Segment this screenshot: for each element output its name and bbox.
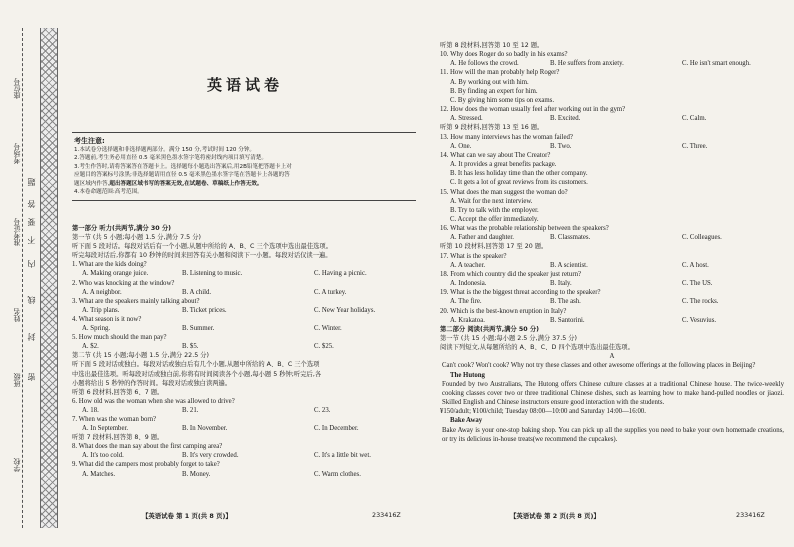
- section-instructions: 小题将给出 5 秒钟的作答时间。每段对话或独白读两遍。: [72, 379, 232, 387]
- option-a: A. In September.: [82, 425, 129, 433]
- material-heading: 听第 10 段材料,回答第 17 至 20 题。: [440, 243, 548, 251]
- passage-price-line: ¥150/adult; ¥100/child; Tuesday 08:00—10:00 and Saturday 14:00—16:00.: [440, 408, 646, 416]
- question-18: [440, 270, 784, 288]
- options: [440, 316, 784, 325]
- question-text: 11. How will the man probably help Roger?: [440, 69, 560, 77]
- option-a: A. Matches.: [82, 470, 116, 478]
- question-text: 13. How many interviews has the woman failed?: [440, 133, 573, 141]
- option-c: C. The rocks.: [682, 298, 719, 306]
- part-heading: 第二部分 阅读(共两节,满分 50 分): [440, 325, 540, 333]
- question-text: 1. What are the kids doing?: [72, 261, 147, 269]
- question-text: 6. How old was the woman when she was allowed to drive?: [72, 397, 235, 405]
- footer-label: 【英语试卷 第 2 页(共 8 页)】: [510, 512, 600, 520]
- notice-line-text: 题区域内作答,: [74, 180, 110, 187]
- section-heading: 第一节 (共 15 小题;每小题 2.5 分,满分 37.5 分): [440, 335, 577, 342]
- page-1: [72, 36, 418, 526]
- option-b: B. Two.: [550, 142, 572, 150]
- seal-char: 题: [27, 178, 36, 186]
- section-heading: 第二节 (共 15 小题;每小题 1.5 分,满分 22.5 分): [72, 352, 209, 360]
- exam-number-label: 准考证号: [13, 218, 21, 246]
- material-heading: 听第 8 段材料,回答第 10 至 12 题。: [440, 42, 544, 49]
- material-heading: 听第 9 段材料,回答第 13 至 16 题。: [440, 124, 544, 132]
- section-instructions: 中选出最佳选项。听每段对话或独白前,你将有时间阅读各个小题,每小题 5 秒钟;听完后,各: [72, 370, 322, 378]
- options: [440, 142, 784, 151]
- option-a: A. $2.: [82, 343, 99, 351]
- option-c: C. By giving him some tips on exams.: [450, 96, 555, 104]
- option-a: A. It provides a great benefits package.: [450, 161, 557, 169]
- notice-line: 应题目的答案标号涂黑;非选择题请用直径 0.5 毫米黑色墨水签字笔在答题卡上各题的答: [74, 172, 290, 179]
- options: [440, 59, 784, 68]
- question-12: [440, 105, 784, 123]
- option-b: B. Classmates.: [550, 234, 591, 242]
- passage-subheading: Bake Away: [450, 417, 483, 425]
- option-a: A. Wait for the next interview.: [450, 197, 533, 205]
- option-b: B. A scientist.: [550, 261, 588, 269]
- question-14: [440, 151, 784, 188]
- option-a: A. Indonesia.: [450, 280, 487, 288]
- options: [72, 324, 416, 333]
- option-b: B. Listening to music.: [182, 270, 243, 278]
- seal-char: 封: [27, 333, 36, 341]
- listening-section-left: [72, 224, 416, 479]
- question-text: 15. What does the man suggest the woman do?: [440, 188, 568, 196]
- binding-dashed-line: [22, 28, 23, 528]
- options: [440, 233, 784, 242]
- option-b: B. Ticket prices.: [182, 306, 227, 314]
- options: [72, 470, 416, 479]
- question-text: 3. What are the speakers mainly talking about?: [72, 297, 200, 305]
- notice-line: [74, 180, 414, 188]
- options: [440, 261, 784, 270]
- question-7: [72, 415, 416, 433]
- notice-line: 2.答题前,考生务必用直径 0.5 毫米黑色墨水签字笔将密封线内项目填写清楚。: [74, 155, 267, 162]
- option-c: C. Winter.: [314, 325, 342, 333]
- options: [440, 297, 784, 306]
- question-text: 5. How much should the man pay?: [72, 334, 167, 342]
- part-heading: 第一部分 听力(共两节,满分 30 分): [72, 225, 172, 232]
- binding-strip: [0, 28, 58, 528]
- question-20: [440, 307, 784, 325]
- option-c: C. It gets a lot of great reviews from its customers.: [450, 179, 588, 187]
- question-text: 19. What is the the biggest threat according to the speaker?: [440, 289, 601, 297]
- question-9: [72, 460, 416, 478]
- options: [72, 288, 416, 297]
- option-b: B. The ash.: [550, 298, 581, 306]
- option-c: C. Colleagues.: [682, 234, 722, 242]
- option-c: C. He isn't smart enough.: [682, 60, 751, 68]
- option-a: A. Trip plans.: [82, 306, 120, 314]
- option-a: A. He follows the crowd.: [450, 60, 519, 68]
- option-b: B. Excited.: [550, 115, 581, 123]
- option-b: B. Santorini.: [550, 316, 585, 324]
- question-16: [440, 224, 784, 242]
- question-text: 2. Who was knocking at the window?: [72, 279, 175, 287]
- option-b: B. Italy.: [550, 280, 572, 288]
- option-b: B. Try to talk with the employer.: [450, 206, 539, 214]
- question-text: 20. Which is the best-known eruption in Italy?: [440, 307, 567, 315]
- option-c: C. Three.: [682, 142, 708, 150]
- option-c: C. A host.: [682, 261, 709, 269]
- notice-title: 考生注意:: [74, 137, 105, 145]
- notice-emphasis: 超出答题区域书写的答案无效,在试题卷、草稿纸上作答无效。: [109, 180, 263, 187]
- question-6: [72, 397, 416, 415]
- options: [72, 424, 416, 433]
- listening-reading-section-right: [440, 41, 784, 444]
- option-a: A. Father and daughter.: [450, 234, 514, 242]
- option-c: C. Calm.: [682, 115, 707, 123]
- option-c: C. Accept the offer immediately.: [450, 215, 539, 223]
- option-a: A. Stressed.: [450, 115, 483, 123]
- question-text: 10. Why does Roger do so badly in his exams?: [440, 51, 568, 59]
- option-c: C. 23.: [314, 406, 331, 414]
- option-a: A. Spring.: [82, 325, 111, 333]
- options: [72, 269, 416, 278]
- question-text: 16. What was the probable relationship between the speakers?: [440, 225, 609, 233]
- seal-char: 要: [27, 218, 36, 226]
- seal-char: 内: [27, 260, 36, 268]
- option-b: B. A child.: [182, 288, 212, 296]
- school-label: 学校: [13, 458, 21, 472]
- notice-line: 1.本试卷分选择题和非选择题两部分。满分 150 分,考试时间 120 分钟。: [74, 147, 256, 153]
- page-footer: [510, 511, 600, 520]
- page-title: 英语试卷: [206, 76, 283, 94]
- footer-label: 【英语试卷 第 1 页(共 8 页)】: [142, 512, 232, 520]
- option-b: B. By finding an expert for him.: [450, 87, 538, 95]
- question-2: [72, 279, 416, 297]
- page-footer: [142, 511, 232, 520]
- section-instructions: 阅读下列短文,从每题所给的 A、B、C、D 四个选项中选出最佳选项。: [440, 344, 634, 352]
- option-c: C. In December.: [314, 425, 359, 433]
- section-instructions: 听下面 5 段对话。每段对话后有一个小题,从题中所给的 A、B、C 三个选项中选出最佳选项。: [72, 243, 333, 251]
- material-heading: 听第 6 段材料,回答第 6、7 题。: [72, 388, 164, 396]
- question-text: 17. What is the speaker?: [440, 252, 507, 260]
- option-b: B. 21.: [182, 406, 199, 414]
- option-b: B. Money.: [182, 470, 211, 478]
- name-label: 姓名: [13, 308, 21, 322]
- options: [72, 306, 416, 315]
- question-text: 4. What season is it now?: [72, 315, 142, 323]
- question-text: 18. From which country did the speaker just return?: [440, 270, 582, 278]
- options: [72, 406, 416, 415]
- section-instructions: 听下面 5 段对话或独白。每段对话或独白后有几个小题,从题中所给的 A、B、C 三个选项: [72, 361, 320, 369]
- options: [72, 342, 416, 351]
- exam-notice: [72, 132, 416, 201]
- class-label: 班级: [13, 373, 21, 387]
- question-1: [72, 260, 416, 278]
- option-a: A. A teacher.: [450, 261, 486, 269]
- question-19: [440, 288, 784, 306]
- seal-char: 线: [27, 296, 36, 304]
- passage-paragraph: Founded by two Australians, The Hutong offers Chinese culture classes at a traditional Chinese house. The twice-weekly cooking classes cover two or three traditional Chinese dishes, such as learning how to make hand-pulled noodles or jiaozi. Skilled English and Chinese instructors ensure good interaction with the students.: [442, 380, 784, 407]
- option-a: A. 18.: [82, 406, 99, 414]
- option-b: B. He suffers from anxiety.: [550, 60, 624, 68]
- passage-paragraph: Bake Away is your one-stop baking shop. You can pick up all the supplies you need to bake your own homemade creations, or try its delicious in-house treats(we recommend the cupcakes).: [442, 426, 784, 443]
- option-b: B. It has less holiday time than the other company.: [450, 170, 588, 178]
- page-2: [440, 36, 784, 526]
- seal-char: 答: [27, 200, 36, 208]
- question-text: 12. How does the woman usually feel after working out in the gym?: [440, 106, 626, 114]
- option-c: C. A turkey.: [314, 288, 347, 296]
- option-b: B. $5.: [182, 343, 199, 351]
- options: [440, 114, 784, 123]
- option-a: A. A neighbor.: [82, 288, 122, 296]
- seal-char: 不: [27, 236, 36, 244]
- footer-code: 233416Z: [736, 511, 765, 519]
- question-13: [440, 133, 784, 151]
- option-b: B. Summer.: [182, 325, 215, 333]
- section-heading: 第一节 (共 5 小题;每小题 1.5 分,满分 7.5 分): [72, 234, 201, 242]
- question-17: [440, 252, 784, 270]
- option-c: C. Vesuvius.: [682, 316, 717, 324]
- notice-line: 4.本卷命题范围:高考范围。: [74, 189, 143, 196]
- option-c: C. The US.: [682, 280, 713, 288]
- option-b: B. It's very crowded.: [182, 452, 239, 460]
- option-c: C. It's a little bit wet.: [314, 452, 371, 460]
- material-heading: 听第 7 段材料,回答第 8、9 题。: [72, 434, 164, 442]
- option-a: A. By working out with him.: [450, 78, 529, 86]
- notice-line: 3.考生作答时,请将答案答在答题卡上。选择题每小题选出答案后,用2B铅笔把答题卡上对: [74, 163, 292, 170]
- option-b: B. In November.: [182, 425, 228, 433]
- option-c: C. Having a picnic.: [314, 270, 367, 278]
- binding-pattern: [40, 28, 58, 528]
- question-text: 8. What does the man say about the first camping area?: [72, 443, 223, 451]
- option-c: C. New Year holidays.: [314, 306, 376, 314]
- question-10: [440, 50, 784, 68]
- question-4: [72, 315, 416, 333]
- question-3: [72, 297, 416, 315]
- question-5: [72, 333, 416, 351]
- section-instructions: 听完每段对话后,你都有 10 秒钟的时间来回答有关小题和阅读下一小题。每段对话仅读一遍。: [72, 252, 332, 260]
- option-a: A. One.: [450, 142, 472, 150]
- exam-room-label: 考场号: [13, 143, 21, 164]
- option-a: A. Making orange juice.: [82, 270, 149, 278]
- option-c: C. Warm clothes.: [314, 470, 361, 478]
- question-text: 14. What can we say about The Creator?: [440, 151, 551, 159]
- footer-code: 233416Z: [372, 511, 401, 519]
- question-8: [72, 442, 416, 460]
- option-a: A. It's too cold.: [82, 452, 124, 460]
- seal-char: 密: [27, 373, 36, 381]
- option-a: A. The fire.: [450, 298, 482, 306]
- options: [440, 279, 784, 288]
- passage-letter: A: [609, 353, 615, 361]
- passage-subheading: The Hutong: [450, 371, 485, 379]
- seat-number-label: 座位号: [13, 78, 21, 99]
- option-a: A. Krakatoa.: [450, 316, 485, 324]
- question-text: 7. When was the woman born?: [72, 415, 157, 423]
- options: [72, 451, 416, 460]
- passage-intro: Can't cook? Won't cook? Why not try these classes and other awesome offerings at the following places in Beijing?: [442, 362, 756, 370]
- question-text: 9. What did the campers most probably forget to take?: [72, 461, 220, 469]
- option-c: C. $25.: [314, 343, 334, 351]
- question-15: [440, 188, 784, 225]
- question-11: [440, 68, 784, 105]
